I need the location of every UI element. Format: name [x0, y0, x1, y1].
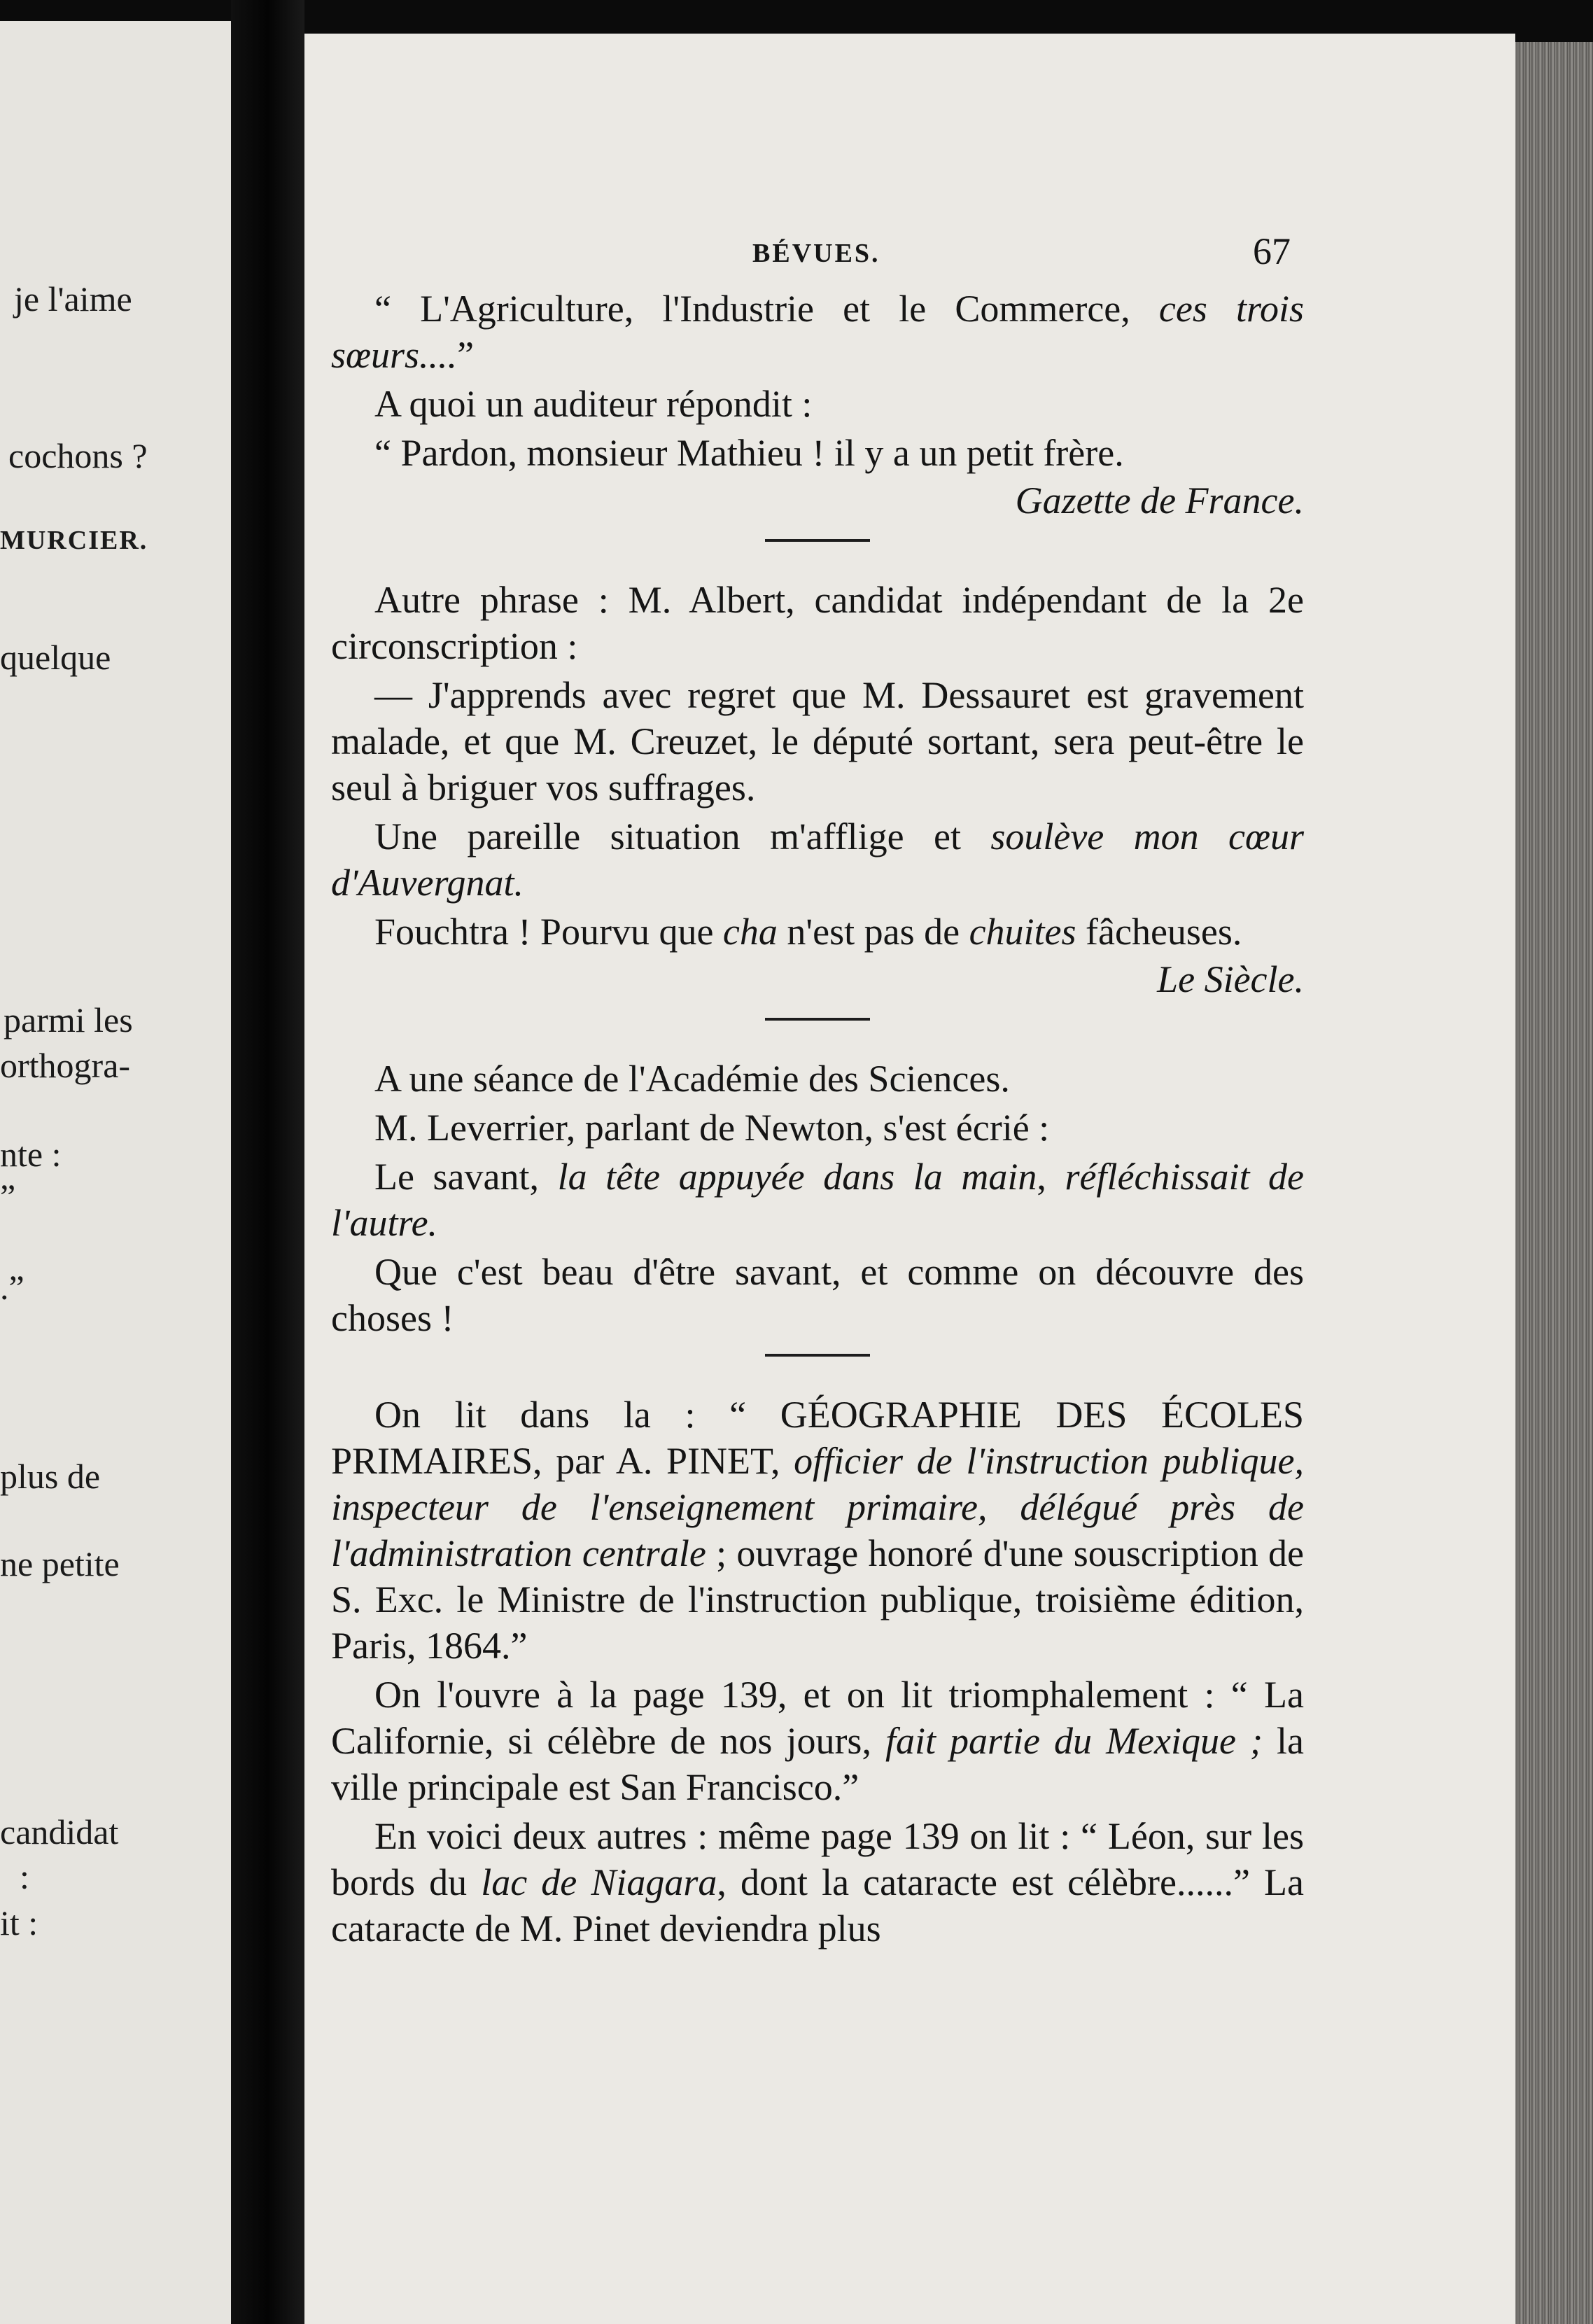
section-divider: [765, 1018, 870, 1021]
left-fragment: MURCIER.: [0, 526, 148, 555]
paragraph: “ Pardon, monsieur Mathieu ! il y a un petit frère.: [374, 432, 1124, 474]
left-fragment: it :: [0, 1903, 38, 1942]
section-divider: [765, 1354, 870, 1357]
left-fragment: candidat: [0, 1812, 119, 1851]
source-attribution: Le Siècle.: [1157, 958, 1304, 1000]
paragraph: Le savant, la tête appuyée dans la main, réfléchissait de l'autre.: [331, 1156, 1305, 1244]
paragraph: A quoi un auditeur répondit :: [374, 383, 813, 425]
left-fragment: nte :: [0, 1135, 62, 1174]
paragraph: Fouchtra ! Pourvu que cha n'est pas de chuites fâcheuses.: [374, 911, 1242, 953]
left-fragment: orthogra-: [0, 1046, 131, 1085]
source-attribution: Gazette de France.: [1015, 479, 1304, 522]
page-number: 67: [1253, 230, 1291, 272]
page-edge-stack: [1505, 42, 1593, 2324]
left-fragment: ne petite: [0, 1544, 120, 1583]
paragraph: M. Leverrier, parlant de Newton, s'est écrié :: [374, 1107, 1050, 1149]
paragraph: Que c'est beau d'être savant, et comme on découvre des choses !: [331, 1251, 1304, 1339]
book-spine-shadow: [231, 0, 304, 2324]
paragraph: Une pareille situation m'afflige et soulève mon cœur d'Auvergnat.: [331, 816, 1304, 904]
book-page: [304, 34, 1515, 2324]
paragraph: En voici deux autres : même page 139 on lit : “ Léon, sur les bords du lac de Niagara, dont la cataracte est célèbre......” La cataracte de M. Pinet deviendra plus: [331, 1815, 1304, 1949]
left-fragment: plus de: [0, 1457, 101, 1496]
paragraph: On l'ouvre à la page 139, et on lit triomphalement : “ La Californie, si célèbre de nos jours, fait partie du Mexique ; la ville principale est San Francisco.”: [331, 1674, 1304, 1808]
section-divider: [765, 539, 870, 542]
paragraph: A une séance de l'Académie des Sciences.: [374, 1058, 1010, 1100]
paragraph: — J'apprends avec regret que M. Dessauret est gravement malade, et que M. Creuzet, le député sortant, sera peut-être le seul à briguer vos suffrages.: [331, 674, 1304, 808]
left-fragment: .”: [0, 1268, 24, 1307]
left-fragment: parmi les: [3, 1000, 133, 1040]
running-head: BÉVUES.: [752, 239, 880, 268]
paragraph: Autre phrase : M. Albert, candidat indépendant de la 2e circonscription :: [331, 579, 1304, 667]
paragraph: “ L'Agriculture, l'Industrie et le Commerce, ces trois sœurs....”: [331, 288, 1304, 376]
left-fragment: ”: [0, 1177, 16, 1216]
previous-page-fragment: [0, 21, 231, 2324]
left-fragment: :: [20, 1857, 29, 1896]
left-fragment: je l'aime: [14, 279, 132, 318]
left-fragment: cochons ?: [8, 436, 148, 475]
left-fragment: quelque: [0, 638, 111, 677]
paragraph: On lit dans la : “ GÉOGRAPHIE DES ÉCOLES PRIMAIRES, par A. PINET, officier de l'instruction publique, inspecteur de l'enseignement primaire, délégué près de l'administration centrale ; ouvrage honoré d'une souscription de S. Exc. le Ministre de l'instruction publique, troisième édition, Paris, 1864.”: [331, 1394, 1304, 1667]
page-text: [331, 286, 1304, 1952]
